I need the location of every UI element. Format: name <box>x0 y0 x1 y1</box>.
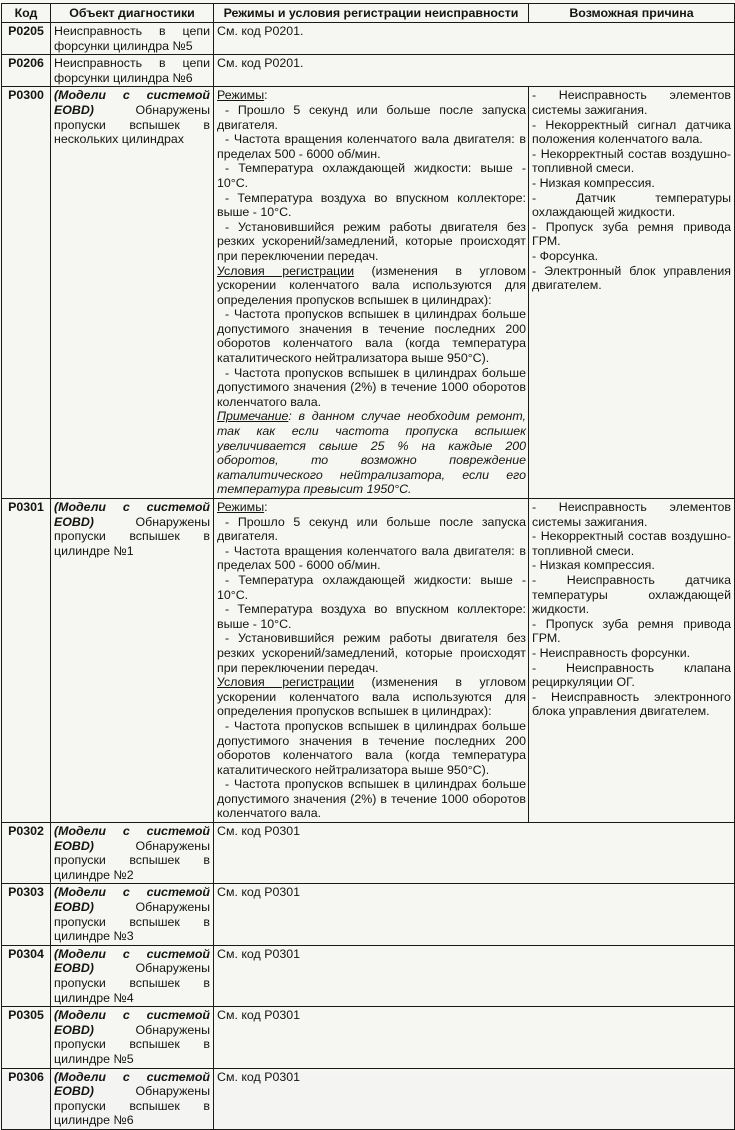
row-causes <box>529 87 735 499</box>
mode-item: - Прошло 5 секунд или больше после запуска двигателя. <box>217 514 526 544</box>
row-code: P0305 <box>2 1007 51 1068</box>
table-row <box>2 884 735 945</box>
row-object-model-note: (Модели с системой EOBD) <box>54 1069 210 1099</box>
row-object-text: Обнаружены пропуски вспышек в цилиндре №6 <box>54 1084 210 1128</box>
cause-item: - Пропуск зуба ремня привода ГРМ. <box>532 219 731 249</box>
row-object <box>51 823 214 884</box>
table-row <box>2 1068 735 1129</box>
row-object-model-note: (Модели с системой EOBD) <box>54 946 210 976</box>
row-object: Неисправность в цепи форсунки цилиндра №5 <box>51 23 214 55</box>
row-see-ref: См. код P0301 <box>214 884 735 945</box>
header-code: Код <box>2 4 51 23</box>
registration-title: Условия регистрации <box>217 263 355 278</box>
row-code: P0206 <box>2 55 51 87</box>
cause-item: - Низкая компрессия. <box>532 558 655 573</box>
table-row <box>2 55 735 87</box>
cause-item: - Некорректный состав воздушно-топливной смеси. <box>532 529 731 558</box>
row-see-ref: См. код P0301 <box>214 1007 735 1068</box>
row-object-model-note: (Модели с системой EOBD) <box>54 500 210 529</box>
mode-item: - Температура охлаждающей жидкости: выше - 10°C. <box>217 161 526 190</box>
row-object-text: Обнаружены пропуски вспышек в цилиндре №5 <box>54 1022 210 1066</box>
row-object-model-note: (Модели с системой EOBD) <box>54 885 210 915</box>
row-see-ref: См. код P0301 <box>214 945 735 1006</box>
table-row <box>2 23 735 55</box>
cause-item: - Неисправность датчика температуры охлаждающей жидкости. <box>532 572 731 617</box>
cause-item: - Некорректный состав воздушно-топливной смеси. <box>532 146 731 176</box>
cause-item: - Неисправность форсунки. <box>532 645 691 660</box>
table-row <box>2 1007 735 1068</box>
cause-item: - Электронный блок управления двигателем. <box>532 263 731 293</box>
cause-item: - Пропуск зуба ремня привода ГРМ. <box>532 616 731 646</box>
registration-intro: (изменения в угловом ускорении коленчатого вала используются для определения пропусков вспышек в цилиндрах): <box>217 263 527 307</box>
note-text: : в данном случае необходим ремонт, так как если частота пропуска вспышек увеличивается свыше 25 % на каждые 200 оборотов, то возможно повреждение каталитического нейтрализатора, если его температура превысит 1950°C. <box>217 409 526 497</box>
mode-item: - Температура воздуха во впускном коллекторе: выше - 10°C. <box>217 602 526 631</box>
row-code: P0302 <box>2 823 51 884</box>
row-object <box>51 1068 214 1129</box>
registration-item: - Частота пропусков вспышек в цилиндрах больше допустимого значения в течение последних 200 оборотов коленчатого вала (когда температура каталитического нейтрализатора выше 950°C). <box>217 718 526 777</box>
row-see-ref: См. код P0301 <box>214 1068 735 1129</box>
mode-item: - Частота вращения коленчатого вала двигателя: в пределах 500 - 6000 об/мин. <box>217 132 526 161</box>
row-conditions: Режимы: - Прошло 5 секунд или больше после запуска двигателя. - Частота вращения коленчатого вала двигателя: в пределах 500 - 6000 об/мин. - Температура охлаждающей жидкости: выше - 10°C. - Температура воздуха во впускном коллекторе: выше - 10°C. - Установившийся режим работы двигателя без резких ускорений/замедлений, которые происходят при переключении передач. Условия регистрации (изменения в угловом ускорении коленчатого вала используются для определения пропусков вспышек в цилиндрах): - Частота пропусков вспышек в цилиндрах больше допустимого значения в течение последних 200 оборотов коленчатого вала (когда температура каталитического нейтрализатора выше 950°C). - Частота пропусков вспышек в цилиндрах больше допустимого значения (2%) в течение 1000 оборотов коленчатого вала. Примечание: в данном случае необходим ремонт, так как если частота пропуска вспышек увеличивается свыше 25 % на каждые 200 оборотов, то возможно повреждение каталитического нейтрализатора, если его температура превысит 1950°C. <box>214 87 529 499</box>
cause-item: - Неисправность электронного блока управления двигателем. <box>532 689 731 719</box>
row-see-ref: См. код P0201. <box>214 55 735 87</box>
header-modes: Режимы и условия регистрации неисправности <box>214 4 529 23</box>
mode-item: - Частота вращения коленчатого вала двигателя: в пределах 500 - 6000 об/мин. <box>217 543 526 573</box>
row-object <box>51 499 214 823</box>
registration-item: - Частота пропусков вспышек в цилиндрах больше допустимого значения (2%) в течение 1000 оборотов коленчатого вала. <box>217 777 526 821</box>
mode-item: - Температура охлаждающей жидкости: выше - 10°C. <box>217 572 526 602</box>
mode-item: - Установившийся режим работы двигателя без резких ускорений/замедлений, которые происходят при переключении передач. <box>217 219 526 263</box>
row-object <box>51 884 214 945</box>
table-row <box>2 823 735 884</box>
mode-item: - Прошло 5 секунд или больше после запуска двигателя. <box>217 102 526 132</box>
registration-item: - Частота пропусков вспышек в цилиндрах больше допустимого значения в течение последних 200 оборотов коленчатого вала (когда температура каталитического нейтрализатора выше 950°C). <box>217 307 526 366</box>
modes-title: Режимы <box>217 500 265 514</box>
row-object-text: Обнаружены пропуски вспышек в цилиндре №3 <box>54 900 210 944</box>
row-object-model-note: (Модели с системой EOBD) <box>54 824 210 853</box>
row-object <box>51 87 214 499</box>
row-object <box>51 1007 214 1068</box>
mode-item: - Установившийся режим работы двигателя без резких ускорений/замедлений, которые происходят при переключении передач. <box>217 631 526 675</box>
row-object-model-note: (Модели с системой EOBD) <box>54 1008 210 1037</box>
table-row <box>2 87 735 499</box>
table-header-row <box>2 4 735 23</box>
cause-item: - Неисправность элементов системы зажигания. <box>532 500 731 529</box>
table-row <box>2 945 735 1006</box>
mode-item: - Температура воздуха во впускном коллекторе: выше - 10°C. <box>217 190 526 220</box>
registration-intro: (изменения в угловом ускорении коленчатого вала используются для определения пропусков вспышек в цилиндрах): <box>217 675 527 719</box>
row-code: P0306 <box>2 1068 51 1129</box>
diagnostic-codes-table <box>1 3 735 1130</box>
table-row <box>2 499 735 823</box>
row-code: P0303 <box>2 884 51 945</box>
row-object: Неисправность в цепи форсунки цилиндра №6 <box>51 55 214 87</box>
cause-item: - Форсунка. <box>532 248 599 263</box>
row-see-ref: См. код P0201. <box>214 23 735 55</box>
cause-item: - Низкая компрессия. <box>532 175 655 190</box>
cause-item: - Некорректный сигнал датчика положения коленчатого вала. <box>532 117 731 147</box>
row-conditions: Режимы: - Прошло 5 секунд или больше после запуска двигателя. - Частота вращения коленчатого вала двигателя: в пределах 500 - 6000 об/мин. - Температура охлаждающей жидкости: выше - 10°C. - Температура воздуха во впускном коллекторе: выше - 10°C. - Установившийся режим работы двигателя без резких ускорений/замедлений, которые происходят при переключении передач. Условия регистрации (изменения в угловом ускорении коленчатого вала используются для определения пропусков вспышек в цилиндрах): - Частота пропусков вспышек в цилиндрах больше допустимого значения в течение последних 200 оборотов коленчатого вала (когда температура каталитического нейтрализатора выше 950°C). - Частота пропусков вспышек в цилиндрах больше допустимого значения (2%) в течение 1000 оборотов коленчатого вала. <box>214 499 529 823</box>
row-code: P0300 <box>2 87 51 499</box>
row-object-text: Обнаружены пропуски вспышек в нескольких цилиндрах <box>54 102 210 147</box>
row-code: P0301 <box>2 499 51 823</box>
header-cause: Возможная причина <box>529 4 735 23</box>
cause-item: - Неисправность клапана рециркуляции ОГ. <box>532 660 731 690</box>
row-object-model-note: (Модели с системой EOBD) <box>54 88 210 117</box>
row-object-text: Обнаружены пропуски вспышек в цилиндре №1 <box>54 514 210 558</box>
row-object-text: Обнаружены пропуски вспышек в цилиндре №4 <box>54 961 210 1005</box>
modes-title: Режимы <box>217 88 265 103</box>
row-object-text: Обнаружены пропуски вспышек в цилиндре №2 <box>54 838 210 882</box>
row-code: P0205 <box>2 23 51 55</box>
registration-item: - Частота пропусков вспышек в цилиндрах больше допустимого значения (2%) в течение 1000 оборотов коленчатого вала. <box>217 365 526 409</box>
header-object: Объект диагностики <box>51 4 214 23</box>
row-see-ref: См. код P0301 <box>214 823 735 884</box>
cause-item: - Неисправность элементов системы зажигания. <box>532 88 731 117</box>
registration-title: Условия регистрации <box>217 675 355 690</box>
cause-item: - Датчик температуры охлаждающей жидкости. <box>532 190 731 220</box>
note-title: Примечание <box>217 409 289 424</box>
row-causes <box>529 499 735 823</box>
row-object <box>51 945 214 1006</box>
row-code: P0304 <box>2 945 51 1006</box>
